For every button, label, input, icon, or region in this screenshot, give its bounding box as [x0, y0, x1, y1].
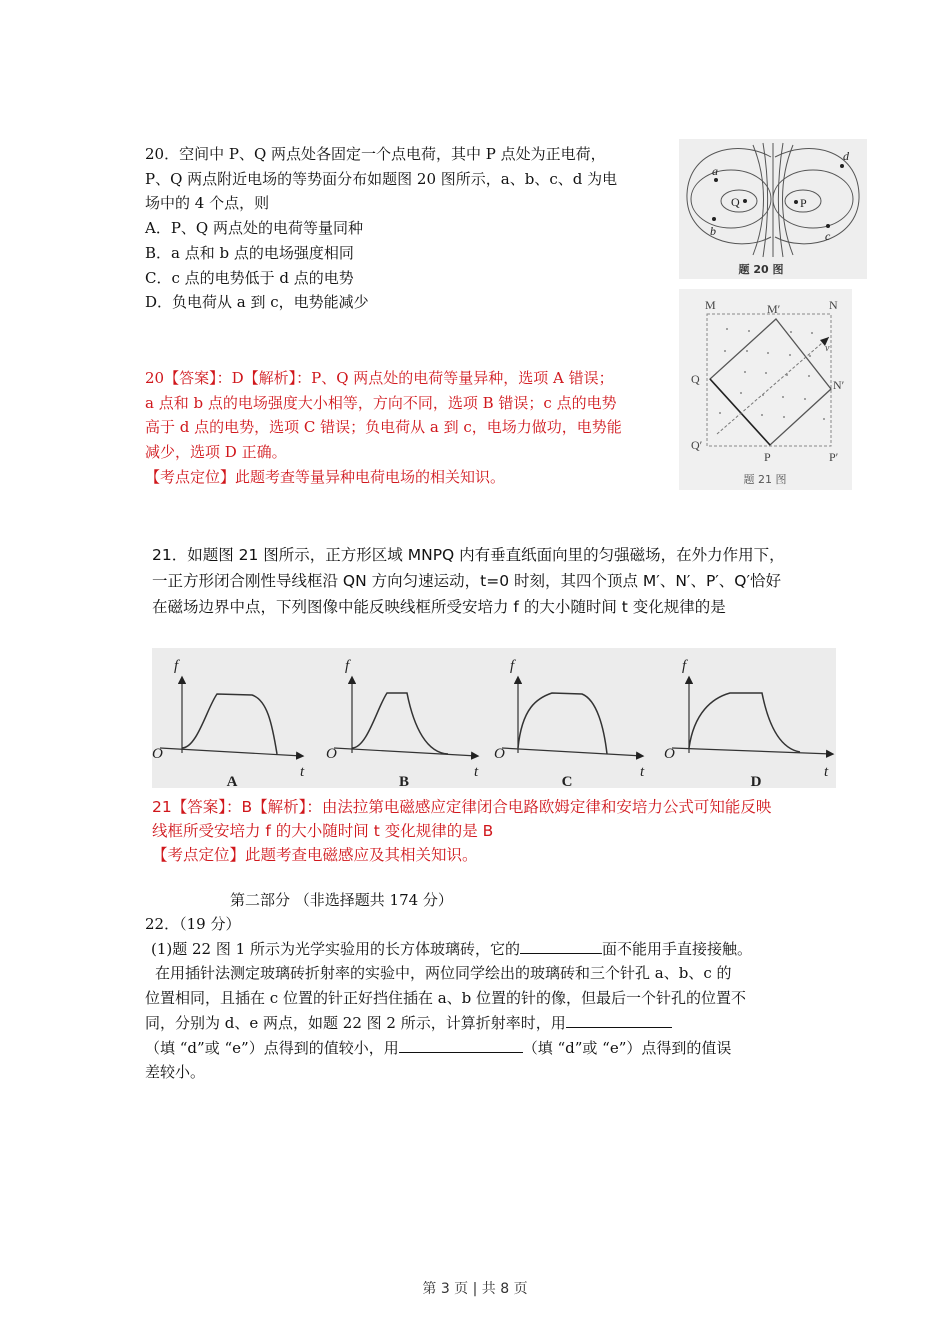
graph-c-label: C [561, 774, 573, 788]
page-footer: 第 3 页 | 共 8 页 [422, 1281, 528, 1297]
answer-blank-1[interactable] [520, 937, 602, 954]
svg-text:N: N [829, 298, 838, 312]
answer-blank-2[interactable] [566, 1011, 672, 1028]
svg-text:f: f [174, 658, 179, 674]
q20-answer-line-3: 高于 d 点的电势，选项 C 错误；负电荷从 a 到 c，电场力做功，电势能 [145, 418, 622, 436]
q21-knowledge-point: 【考点定位】此题考查电磁感应及其相关知识。 [152, 846, 478, 864]
svg-text:t: t [824, 764, 829, 780]
svg-text:Q′: Q′ [691, 438, 703, 452]
q20-stem-line-3: 场中的 4 个点，则 [145, 194, 270, 212]
q20-answer-line-4: 减少，选项 D 正确。 [145, 443, 287, 461]
q21-answer-line-1: 21【答案】：B【解析】：由法拉第电磁感应定律闭合电路欧姆定律和安培力公式可知能反映 [152, 798, 772, 816]
svg-text:a: a [712, 164, 718, 178]
svg-text:M: M [705, 298, 716, 312]
magnetic-field-diagram [679, 289, 852, 490]
q20-option-b: B．a 点和 b 点的电场强度相同 [145, 244, 354, 262]
svg-text:c: c [825, 229, 831, 243]
q22-para-line-4: （填 “d”或 “e”）点得到的值较小，用 （填 “d”或 “e”）点得到的值误 [145, 1036, 731, 1060]
q20-option-d: D．负电荷从 a 到 c，电势能减少 [145, 293, 369, 311]
svg-text:O: O [664, 746, 675, 762]
figure-21-caption: 题 21 图 [743, 473, 787, 486]
svg-text:N′: N′ [833, 378, 845, 392]
graph-c [502, 678, 642, 756]
q20-option-c: C．c 点的电势低于 d 点的电势 [145, 269, 354, 287]
q20-answer-line-2: a 点和 b 点的电场强度大小相等，方向不同，选项 B 错误；c 点的电势 [145, 394, 617, 412]
svg-text:Q: Q [731, 195, 740, 209]
q20-knowledge-point: 【考点定位】此题考查等量异种电荷电场的相关知识。 [145, 468, 506, 486]
graph-d-label: D [750, 774, 762, 788]
q22-para-line-1: 在用插针法测定玻璃砖折射率的实验中，两位同学绘出的玻璃砖和三个针孔 a、b、c 的 [155, 964, 732, 982]
answer-blank-3[interactable] [399, 1036, 523, 1053]
svg-text:b: b [710, 224, 716, 238]
graph-b [334, 678, 477, 756]
q21-graph-options [152, 648, 836, 788]
q22-title: 22．（19 分） [145, 915, 241, 933]
svg-text:P: P [764, 450, 771, 464]
q21-stem-line-3: 在磁场边界中点，下列图像中能反映线框所受安培力 f 的大小随时间 t 变化规律的是 [152, 598, 726, 616]
graph-a-label: A [226, 774, 238, 788]
q21-answer-line-2: 线框所受安培力 f 的大小随时间 t 变化规律的是 B [152, 822, 494, 840]
svg-text:f: f [682, 658, 687, 674]
svg-text:P′: P′ [829, 450, 839, 464]
svg-text:t: t [640, 764, 645, 780]
figure-20-caption: 题 20 图 [738, 263, 784, 276]
svg-text:d: d [843, 149, 849, 163]
svg-text:f: f [345, 658, 350, 674]
svg-text:f: f [510, 658, 515, 674]
graph-d [672, 678, 832, 754]
q22-para-line-5: 差较小。 [145, 1063, 206, 1081]
svg-text:t: t [474, 764, 479, 780]
svg-text:O: O [326, 746, 337, 762]
svg-text:M′: M′ [767, 302, 781, 316]
q20-answer-line-1: 20【答案】：D【解析】：P、Q 两点处的电荷等量异种，选项 A 错误； [145, 369, 614, 387]
svg-text:O: O [152, 746, 163, 762]
q20-stem-line-1: 20．空间中 P、Q 两点处各固定一个点电荷，其中 P 点处为正电荷， [145, 145, 606, 163]
figure-20 [679, 139, 867, 279]
graph-b-label: B [398, 774, 410, 788]
q22-para-line-3: 同，分别为 d、e 两点，如题 22 图 2 所示，计算折射率时，用 [145, 1011, 672, 1035]
svg-text:O: O [494, 746, 505, 762]
q22-para-line-2: 位置相同，且插在 c 位置的针正好挡住插在 a、b 位置的针的像，但最后一个针孔的位置不 [145, 989, 747, 1007]
q22-part1: (1)题 22 图 1 所示为光学实验用的长方体玻璃砖，它的 面不能用手直接接触。 [151, 937, 752, 961]
q20-option-a: A．P、Q 两点处的电荷等量同种 [145, 219, 364, 237]
q20-stem-line-2: P、Q 两点附近电场的等势面分布如题图 20 图所示，a、b、c、d 为电 [145, 170, 618, 188]
svg-text:v: v [825, 343, 830, 354]
q21-graphs [152, 648, 836, 788]
svg-text:t: t [300, 764, 305, 780]
svg-text:Q: Q [691, 372, 700, 386]
part2-heading: 第二部分 （非选择题共 174 分） [230, 891, 453, 909]
svg-text:P: P [800, 196, 807, 210]
graph-a [160, 678, 302, 756]
q21-stem-line-1: 21．如题图 21 图所示，正方形区域 MNPQ 内有垂直纸面向里的匀强磁场，在外力作用下， [152, 546, 785, 564]
equipotential-diagram [679, 139, 867, 279]
figure-21 [679, 289, 852, 490]
q21-stem-line-2: 一正方形闭合刚性导线框沿 QN 方向匀速运动，t=0 时刻，其四个顶点 M′、N′、P′、Q′恰好 [152, 572, 782, 590]
